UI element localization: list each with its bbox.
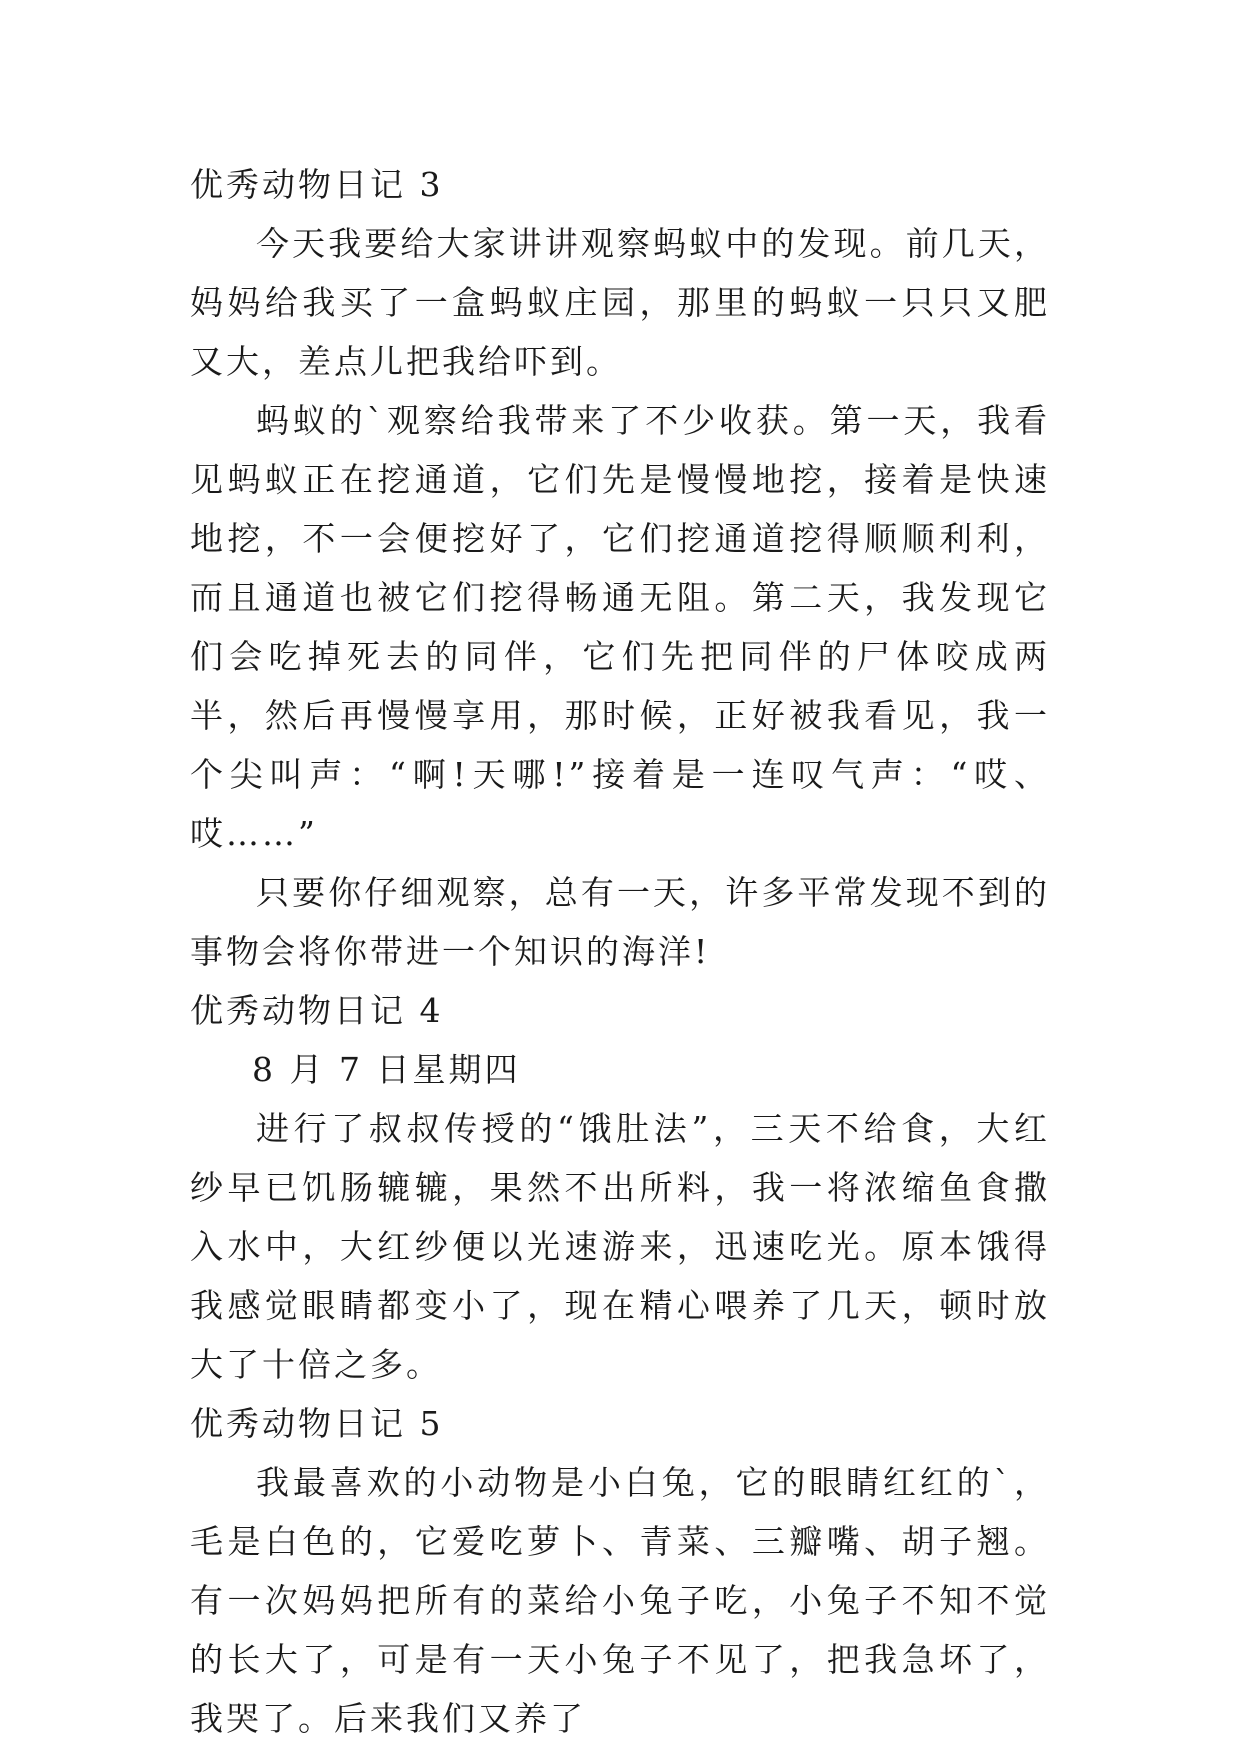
section-title: 优秀动物日记 4 xyxy=(190,991,444,1030)
paragraph: 我最喜欢的小动物是小白兔，它的眼睛红红的`，毛是白色的，它爱吃萝卜、青菜、三瓣嘴、胡子翘。有一次妈妈把所有的菜给小兔子吃，小兔子不知不觉的长大了，可是有一天小兔子不见了，把我急坏了，我哭了。后来我们又养了 xyxy=(190,1463,1050,1738)
document-page xyxy=(190,155,1050,1748)
paragraph: 今天我要给大家讲讲观察蚂蚁中的发现。前几天，妈妈给我买了一盒蚂蚁庄园，那里的蚂蚁一只只又肥又大，差点儿把我给吓到。 xyxy=(190,224,1050,381)
diary-date: 8 月 7 日星期四 xyxy=(252,1050,521,1089)
paragraph: 只要你仔细观察，总有一天，许多平常发现不到的事物会将你带进一个知识的海洋! xyxy=(190,873,1050,971)
paragraph: 蚂蚁的`观察给我带来了不少收获。第一天，我看见蚂蚁正在挖通道，它们先是慢慢地挖，接着是快速地挖，不一会便挖好了，它们挖通道挖得顺顺利利，而且通道也被它们挖得畅通无阻。第二天，我发现它们会吃掉死去的同伴，它们先把同伴的尸体咬成两半，然后再慢慢享用，那时候，正好被我看见，我一个尖叫声：“啊!天哪!”接着是一连叹气声：“哎、哎……” xyxy=(190,401,1050,853)
section-title: 优秀动物日记 3 xyxy=(190,165,444,204)
paragraph: 进行了叔叔传授的“饿肚法”，三天不给食，大红纱早已饥肠辘辘，果然不出所料，我一将浓缩鱼食撒入水中，大红纱便以光速游来，迅速吃光。原本饿得我感觉眼睛都变小了，现在精心喂养了几天，顿时放大了十倍之多。 xyxy=(190,1109,1050,1384)
section-title: 优秀动物日记 5 xyxy=(190,1404,444,1443)
